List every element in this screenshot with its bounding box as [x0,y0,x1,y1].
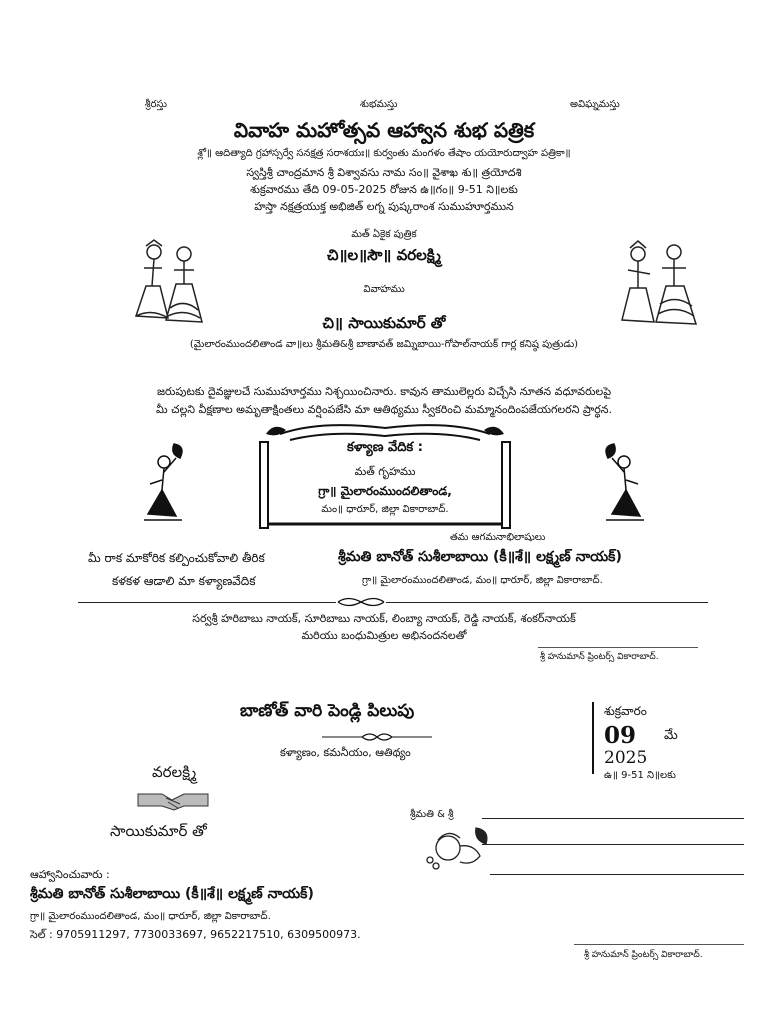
date-time: ఉ॥ 9-51 ని॥లకు [604,770,676,781]
invite-line-1: జరుపుటకు దైవజ్ఞులచే సుముహూర్తము నిశ్చయించినారు. కావున తాములెల్లరు విచ్చేసి నూతన వధూవరులపై [156,385,612,398]
card-groom-name: సాయికుమార్ తో [110,822,207,840]
date-line-3: హస్తా నక్షత్రయుక్త అభిజిత్ లగ్న పుష్కరాంశ సుముహూర్తమున [254,200,514,213]
hosts-label: తమ ఆగమనాభిలాషులు [450,532,546,543]
date-month: మే [664,728,678,743]
venue-village: గ్రా॥ మైలారంముందలితాండ, [318,484,452,498]
date-bar [592,702,594,774]
heading-ornament [322,731,432,743]
addressee-line-3 [490,874,744,875]
marriage-word: వివాహము [363,284,405,295]
addressee-line-1 [482,818,744,819]
handshake-icon [138,786,208,812]
divider-ornament [336,595,386,609]
card-title: వివాహ మహోత్సవ ఆహ్వాన శుభ పత్రిక [233,118,535,142]
card-printer-rule [574,944,744,945]
venue-line-1: మత్ గృహము [354,465,416,478]
inviters-label: ఆహ్వానించువారు : [30,868,110,881]
wish-line-1: మీ రాక మాకోరిక కల్పించుకోవాలి తీరిక [88,551,265,565]
invite-card-tagline: కళ్యాణం, కమనీయం, ఆతిథ్యం [280,746,411,759]
date-line-1: స్వస్తిశ్రీ చాంద్రమాన శ్రీ విశ్వావసు నామ సం॥ వైశాఖ శు॥ త్రయోదశి [246,166,522,179]
divider-right [386,602,708,603]
couple-left-illustration [122,238,217,328]
phone-numbers: సెల్ : 9705911297, 7730033697, 9652217510, 6309500973. [30,928,361,941]
inviters-name: శ్రీమతి బానోత్ సుశీలాబాయి (కీ॥శే॥ లక్ష్మణ్ నాయక్) [30,886,314,902]
venue-district: మం॥ ధారూర్, జిల్లా వికారాబాద్. [321,504,449,515]
hosts-name: శ్రీమతి బానోత్ సుశీలాబాయి (కీ॥శే॥ లక్ష్మణ్ నాయక్) [338,549,622,565]
date-day: శుక్రవారం [604,704,647,718]
blessing-sri: శ్రీరస్తు [145,99,167,110]
divider-left [78,602,336,603]
bride-name: చి॥ల॥సౌ॥ వరలక్ష్మి [327,246,441,264]
addressee-line-2 [482,844,744,845]
couple-right-illustration [612,238,707,328]
groom-name: చి॥ సాయికుమార్ తో [322,314,446,332]
hosts-address: గ్రా॥ మైలారంముందలితాండ, మం॥ ధారూర్, జిల్లా వికారాబాద్. [362,575,603,586]
shloka: శ్లో॥ ఆదిత్యాది గ్రహాస్సర్వే సనక్షత్ర సరాశయః॥ కుర్వంతు మంగళం తేషాం యయోరుద్వాహ పత్రికా॥ [197,148,571,159]
card-bride-name: వరలక్ష్మి [152,763,197,781]
daughter-label: మత్ ఏకైక పుత్రిక [351,229,417,240]
printer-credit: శ్రీ హనుమాన్ ప్రింటర్స్ వికారాబాద్. [540,652,659,662]
blessings-line-1: సర్వశ్రీ హరిబాబు నాయక్, సూరిబాబు నాయక్, లింబ్యా నాయక్, రెడ్డి నాయక్, శంకర్‌నాయక్ [192,612,576,625]
blessing-shubham: శుభమస్తు [360,99,398,110]
date-number: 09 [604,722,637,749]
dancer-right-illustration [598,440,653,525]
invite-card-heading: బాణోత్ వారి పెండ్లి పిలుపు [240,701,415,721]
addressee-label: శ్రీమతి & శ్రీ [410,809,454,820]
dancer-left-illustration [136,440,191,525]
blessings-line-2: మరియు బంధుమిత్రుల అభినందనలతో [301,629,467,642]
invite-line-2: మీ చల్లని వీక్షణాల అమృతాక్షింతలు వర్షింపజేసి మా ఆతిథ్యము స్వీకరించి మమ్మానందింపజేయగలరని ప్రార్థన. [156,403,612,416]
date-year: 2025 [604,748,648,768]
groom-parents: (మైలారంముందలితాండ వా॥లు శ్రీమతి&శ్రీ బాణావత్ జమ్నిబాయి-గోపాల్‌నాయక్ గార్ల కనిష్ఠ పుత్రుడు) [189,339,579,350]
couple-sketch-icon [420,822,498,880]
blessing-avighna: అవిఘ్నమస్తు [570,99,620,110]
inviters-address: గ్రా॥ మైలారంముందలితాండ, మం॥ ధారూర్, జిల్లా వికారాబాద్. [30,911,271,922]
wish-line-2: కళకళ ఆడాలి మా కళ్యాణవేదిక [112,574,256,588]
venue-title: కళ్యాణ వేదిక : [347,440,423,455]
printer-rule [538,647,698,648]
card-printer-credit: శ్రీ హనుమాన్ ప్రింటర్స్ వికారాబాద్. [584,950,703,960]
date-line-2: శుక్రవారము తేది 09-05-2025 రోజున ఉ॥గం॥ 9-51 ని॥లకు [250,183,518,196]
